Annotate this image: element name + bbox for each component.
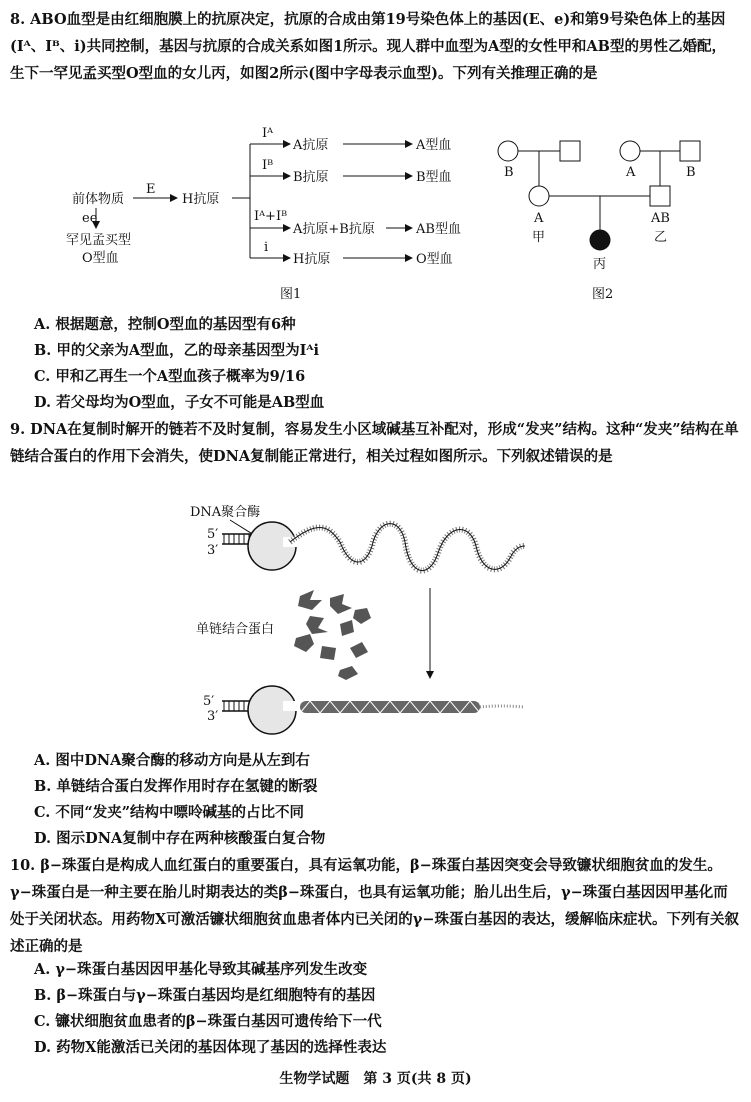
q9-option-a: A. 图中DNA聚合酶的移动方向是从左到右 [34, 752, 310, 769]
question-9-figure [0, 498, 751, 738]
grandmother-1-type: B [504, 165, 514, 180]
q10-option-b: B. β−珠蛋白与γ−珠蛋白基因均是红细胞特有的基因 [34, 987, 376, 1004]
grandfather-2 [680, 141, 700, 161]
question-8-stem: 8. ABO血型是由红细胞膜上的抗原决定，抗原的合成由第19号染色体上的基因(E、e)和第9号染色体上的基因(Iᴬ、Iᴮ、i)共同控制，基因与抗原的合成关系如图1所示。现人群中血型为A型的女性甲和AB型的男性乙婚配，生下一罕见孟买型O型血的女儿丙，如图2所示(图中字母表示血型)。下列有关推理正确的是 [10, 11, 726, 82]
yi-type: AB [651, 211, 670, 226]
figure-2-caption: 图2 [592, 287, 614, 302]
ia-label: Iᴬ [262, 126, 274, 141]
figure-2-pedigree [498, 141, 700, 302]
gene-e-label: E [146, 182, 156, 197]
bottom-5prime: 5′ [203, 694, 215, 709]
question-10-stem: 10. β−珠蛋白是构成人血红蛋白的重要蛋白，具有运氧功能，β−珠蛋白基因突变会导致镰状细胞贫血的发生。γ−珠蛋白是一种主要在胎儿时期表达的类β−珠蛋白，也具有运氧功能；胎儿出生后，γ−珠蛋白基因因甲基化而处于关闭状态。用药物X可激活镰状细胞贫血患者体内已关闭的γ−珠蛋白基因的表达，缓解临床症状。下列有关叙述正确的是 [10, 857, 739, 955]
q9-option-d: D. 图示DNA复制中存在两种核酸蛋白复合物 [34, 830, 326, 847]
figure-1 [66, 126, 461, 302]
person-jia [529, 186, 549, 206]
grandmother-2 [620, 141, 640, 161]
q8-option-d: D. 若父母均为O型血，子女不可能是AB型血 [34, 394, 325, 411]
jia-label: 甲 [532, 230, 546, 245]
top-5prime: 5′ [207, 527, 219, 542]
b-antigen-label: B抗原 [293, 170, 329, 185]
ab-blood-label: AB型血 [416, 222, 461, 237]
person-bing [590, 230, 610, 250]
grandfather-2-type: B [686, 165, 696, 180]
top-3prime: 3′ [207, 543, 219, 558]
o-blood-label: O型血 [416, 252, 453, 267]
grandmother-1 [498, 141, 518, 161]
ib-label: Iᴮ [262, 158, 274, 173]
q10-option-d: D. 药物X能激活已关闭的基因体现了基因的选择性表达 [34, 1039, 387, 1056]
ssb-cluster [294, 590, 371, 680]
person-yi [650, 186, 670, 206]
a-antigen-label: A抗原 [293, 138, 329, 153]
page-footer: 生物学试题 第 3 页(共 8 页) [279, 1071, 472, 1087]
b-blood-label: B型血 [416, 170, 452, 185]
grandfather-1 [560, 141, 580, 161]
h-antigen-label: H抗原 [182, 192, 220, 207]
yi-label: 乙 [654, 230, 668, 245]
jia-type: A [534, 211, 544, 226]
q9-option-b: B. 单链结合蛋白发挥作用时存在氢键的断裂 [34, 778, 318, 795]
figure-1-caption: 图1 [280, 287, 302, 302]
bottom-3prime: 3′ [207, 709, 219, 724]
q9-option-c: C. 不同“发夹”结构中嘌呤碱基的占比不同 [34, 804, 305, 821]
q10-option-c: C. 镰状细胞贫血患者的β−珠蛋白基因可遗传给下一代 [34, 1013, 382, 1030]
a-blood-label: A型血 [416, 138, 452, 153]
bombay-label: 罕见孟买型 [66, 233, 132, 248]
hairpin-strand [290, 524, 525, 571]
iaib-label: Iᴬ+Iᴮ [254, 209, 288, 224]
q8-option-b: B. 甲的父亲为A型血，乙的母亲基因型为Iᴬi [34, 342, 319, 359]
ssb-label: 单链结合蛋白 [196, 622, 275, 637]
bing-label: 丙 [593, 257, 607, 272]
q10-option-a: A. γ−珠蛋白基因因甲基化导致其碱基序列发生改变 [34, 961, 368, 978]
question-9-stem: 9. DNA在复制时解开的链若不及时复制，容易发生小区域碱基互补配对，形成“发夹”结构。这种“发夹”结构在单链结合蛋白的作用下会消失，使DNA复制能正常进行，相关过程如图所示。下列叙述错误的是 [10, 421, 739, 465]
q8-option-c: C. 甲和乙再生一个A型血孩子概率为9/16 [34, 368, 306, 385]
i-label: i [264, 240, 269, 255]
q8-option-a: A. 根据题意，控制O型血的基因型有6种 [34, 316, 296, 333]
ssb-coated-strand [300, 701, 524, 713]
question-8-figures [0, 118, 751, 313]
polymerase-label: DNA聚合酶 [190, 505, 261, 520]
precursor-label: 前体物质 [72, 192, 125, 207]
h-antigen-2-label: H抗原 [293, 252, 331, 267]
grandmother-2-type: A [626, 165, 636, 180]
polymerase-notch-bottom [283, 701, 301, 711]
bombay-o-label: O型血 [82, 251, 119, 266]
ab-antigen-label: A抗原+B抗原 [293, 222, 375, 237]
ee-label: ee [82, 211, 98, 226]
